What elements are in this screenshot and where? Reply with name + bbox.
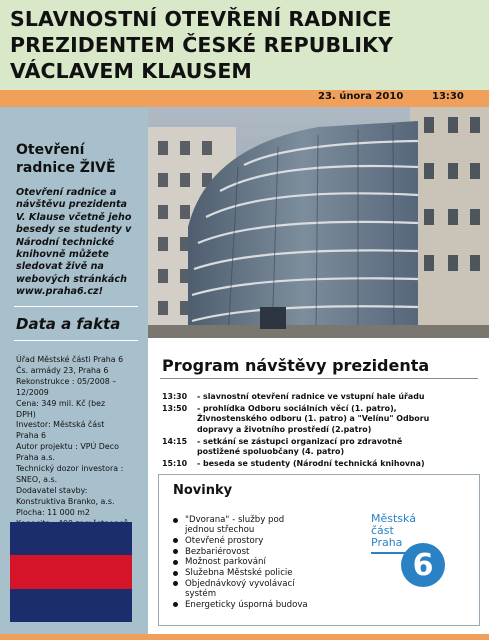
program-item (162, 404, 487, 435)
praha6-logo (367, 509, 457, 595)
czech-flag-stripes (10, 522, 132, 622)
bullet-icon (173, 602, 178, 607)
program-time: 13:30 (162, 392, 188, 401)
live-text-line: V. Klause včetně jeho (16, 211, 132, 223)
town-hall-photo (148, 107, 489, 338)
program-line: - prohlídka Odboru sociálních věcí (1. patro), (197, 403, 397, 413)
flag-stripe-middle (10, 555, 132, 588)
logo-circle-six (367, 509, 457, 595)
program-line: - setkání se zástupci organizací pro zdravotně (197, 436, 403, 446)
live-text-line: besedy se studenty v (16, 224, 132, 236)
news-list (173, 515, 353, 610)
program-time: 13:50 (162, 403, 188, 413)
program-description (197, 404, 487, 435)
live-text-line: knihovně můžete (16, 249, 109, 261)
news-item (173, 536, 353, 546)
fact-line: Autor projektu : VPÚ Deco (16, 442, 119, 452)
news-item (173, 579, 353, 599)
news-line: Objednávkový vyvolávací (185, 578, 295, 589)
logo-line: Praha (371, 536, 403, 549)
program-time: 15:10 (162, 458, 188, 468)
program-line: - beseda se studenty (Národní technická knihovna) (197, 458, 425, 468)
bottom-bar (0, 634, 489, 640)
bullet-icon (173, 549, 178, 554)
program-line: dopravy a životního prostředí (2.patro) (197, 424, 372, 434)
fact-line: Čs. armády 23, Praha 6 (16, 365, 109, 375)
news-box (158, 474, 480, 626)
bullet-icon (173, 518, 178, 523)
title-line-1: SLAVNOSTNÍ OTEVŘENÍ RADNICE (10, 7, 392, 31)
news-line: jednou střechou (185, 525, 255, 536)
live-text-line: webových stránkách (16, 273, 127, 285)
fact-line: Rekonstrukce : 05/2008 – (16, 376, 117, 386)
program-time: 14:15 (162, 436, 188, 446)
news-item (173, 568, 353, 578)
building-illustration (148, 107, 489, 338)
fact-line: 12/2009 (16, 387, 49, 397)
fact-line: Praha 6 (16, 431, 47, 441)
news-item (173, 557, 353, 567)
live-text-line: sledovat živě na (16, 261, 104, 273)
event-time: 13:30 (432, 91, 464, 102)
live-text-link: www.praha6.cz! (16, 286, 103, 298)
live-text (16, 187, 142, 299)
fact-line: Cena: 349 mil. Kč (bez (16, 398, 106, 408)
live-text-line: návštěvu prezidenta (16, 199, 128, 211)
news-line: Energeticky úsporná budova (185, 599, 308, 610)
bullet-icon (173, 538, 178, 543)
news-line: Bezbariérovost (185, 546, 250, 557)
header (0, 0, 489, 90)
news-item (173, 600, 353, 610)
flag-stripe-bottom (10, 589, 132, 622)
title-line-3: VÁCLAVEM KLAUSEM (10, 59, 252, 83)
fact-line: Technický dozor investora : (16, 464, 124, 474)
news-line: systém (185, 588, 217, 599)
live-text-line: Národní technické (16, 236, 115, 248)
program-line: postižené spoluobčany (4. patro) (197, 447, 345, 457)
sidebar-divider (14, 340, 138, 341)
program-divider (160, 378, 478, 379)
event-date: 23. února 2010 (318, 91, 404, 102)
sidebar (0, 107, 148, 640)
fact-line: SNEO, a.s. (16, 474, 58, 484)
news-line: "Dvorana" - služby pod (185, 515, 285, 525)
live-title-line-1: Otevření (16, 142, 85, 158)
main-content (148, 338, 489, 640)
fact-line: Úřad Městské části Praha 6 (16, 355, 124, 364)
news-title: Novinky (173, 483, 233, 498)
program-line: Živnostenského odboru (1. patro) a "Velínu" Odboru (197, 414, 430, 424)
live-title (16, 141, 146, 177)
news-line: Otevřené prostory (185, 535, 264, 546)
fact-line: Konstruktiva Branko, a.s. (16, 496, 115, 506)
news-item (173, 547, 353, 557)
date-bar (0, 90, 489, 107)
title-line-2: PREZIDENTEM ČESKÉ REPUBLIKY (10, 33, 394, 57)
program-list (162, 392, 487, 471)
bullet-icon (173, 560, 178, 565)
fact-line: Investor: Městská část (16, 420, 105, 430)
program-description (197, 392, 487, 402)
program-description (197, 459, 487, 469)
page-title (10, 6, 480, 84)
program-title: Program návštěvy prezidenta (162, 356, 430, 375)
flag-stripe-top (10, 522, 132, 555)
news-line: Služebna Městské policie (185, 568, 293, 579)
program-line: - slavnostní otevření radnice ve vstupní hale úřadu (197, 392, 425, 401)
fact-line: Dodavatel stavby: (16, 485, 88, 495)
logo-line: část (371, 524, 394, 537)
fact-line: Plocha: 11 000 m2 (16, 507, 90, 517)
program-item (162, 392, 487, 402)
sidebar-divider (14, 306, 138, 307)
facts-title: Data a fakta (16, 315, 121, 333)
live-title-line-2: radnice ŽIVĚ (16, 160, 116, 176)
news-item (173, 515, 353, 535)
program-description (197, 437, 487, 458)
facts-list (16, 355, 144, 530)
program-item (162, 437, 487, 458)
bullet-icon (173, 571, 178, 576)
fact-line: DPH) (16, 409, 36, 419)
news-line: Možnost parkování (185, 557, 266, 568)
logo-line: Městská (371, 512, 416, 525)
fact-line: Praha a.s. (16, 453, 56, 463)
live-text-line: Otevření radnice a (16, 187, 117, 198)
logo-number: 6 (412, 548, 434, 583)
program-item (162, 459, 487, 469)
bullet-icon (173, 581, 178, 586)
